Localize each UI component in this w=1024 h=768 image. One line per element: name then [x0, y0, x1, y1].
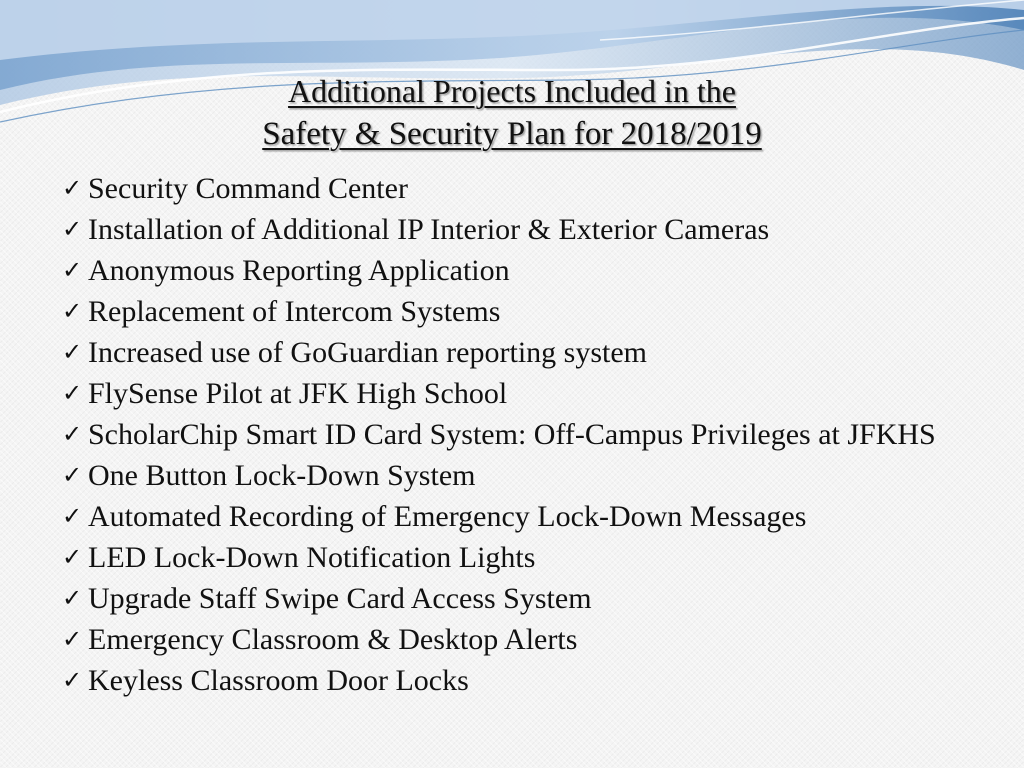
list-item-text: Installation of Additional IP Interior & Exterior Cameras	[88, 213, 770, 246]
checkmark-icon: ✓	[62, 338, 83, 366]
list-item	[62, 537, 962, 578]
list-item	[62, 250, 962, 291]
checkmark-icon: ✓	[62, 297, 83, 325]
list-item-text: Anonymous Reporting Application	[88, 254, 510, 287]
list-item	[62, 578, 962, 619]
list-item-text: LED Lock-Down Notification Lights	[88, 541, 536, 574]
list-item	[62, 209, 962, 250]
list-item-text: Keyless Classroom Door Locks	[88, 664, 469, 697]
list-item	[62, 660, 962, 701]
slide-title-line-2: Safety & Security Plan for 2018/2019	[262, 116, 762, 152]
checkmark-icon: ✓	[62, 584, 83, 612]
list-item	[62, 414, 962, 455]
list-item	[62, 619, 962, 660]
list-item-text: One Button Lock-Down System	[88, 459, 476, 492]
checkmark-icon: ✓	[62, 502, 83, 530]
checkmark-icon: ✓	[62, 215, 83, 243]
list-item	[62, 455, 962, 496]
checkmark-icon: ✓	[62, 420, 83, 448]
list-item	[62, 168, 962, 209]
checkmark-icon: ✓	[62, 174, 83, 202]
list-item-text: Automated Recording of Emergency Lock-Down Messages	[88, 500, 807, 533]
list-item-text: Increased use of GoGuardian reporting system	[88, 336, 647, 369]
list-item-text: Emergency Classroom & Desktop Alerts	[88, 623, 578, 656]
checkmark-icon: ✓	[62, 256, 83, 284]
slide-title-line-1: Additional Projects Included in the	[288, 73, 736, 109]
checkmark-icon: ✓	[62, 379, 83, 407]
list-item-text: Upgrade Staff Swipe Card Access System	[88, 582, 592, 615]
list-item	[62, 332, 962, 373]
checkmark-icon: ✓	[62, 461, 83, 489]
list-item-text: ScholarChip Smart ID Card System: Off-Campus Privileges at JFKHS	[88, 418, 936, 451]
list-item	[62, 291, 962, 332]
list-item	[62, 496, 962, 537]
list-item	[62, 373, 962, 414]
project-list	[62, 168, 962, 701]
list-item-text: FlySense Pilot at JFK High School	[88, 377, 508, 410]
list-item-text: Security Command Center	[88, 172, 408, 205]
checkmark-icon: ✓	[62, 666, 83, 694]
slide-title	[0, 70, 1024, 156]
list-item-text: Replacement of Intercom Systems	[88, 295, 501, 328]
checkmark-icon: ✓	[62, 543, 83, 571]
checkmark-icon: ✓	[62, 625, 83, 653]
